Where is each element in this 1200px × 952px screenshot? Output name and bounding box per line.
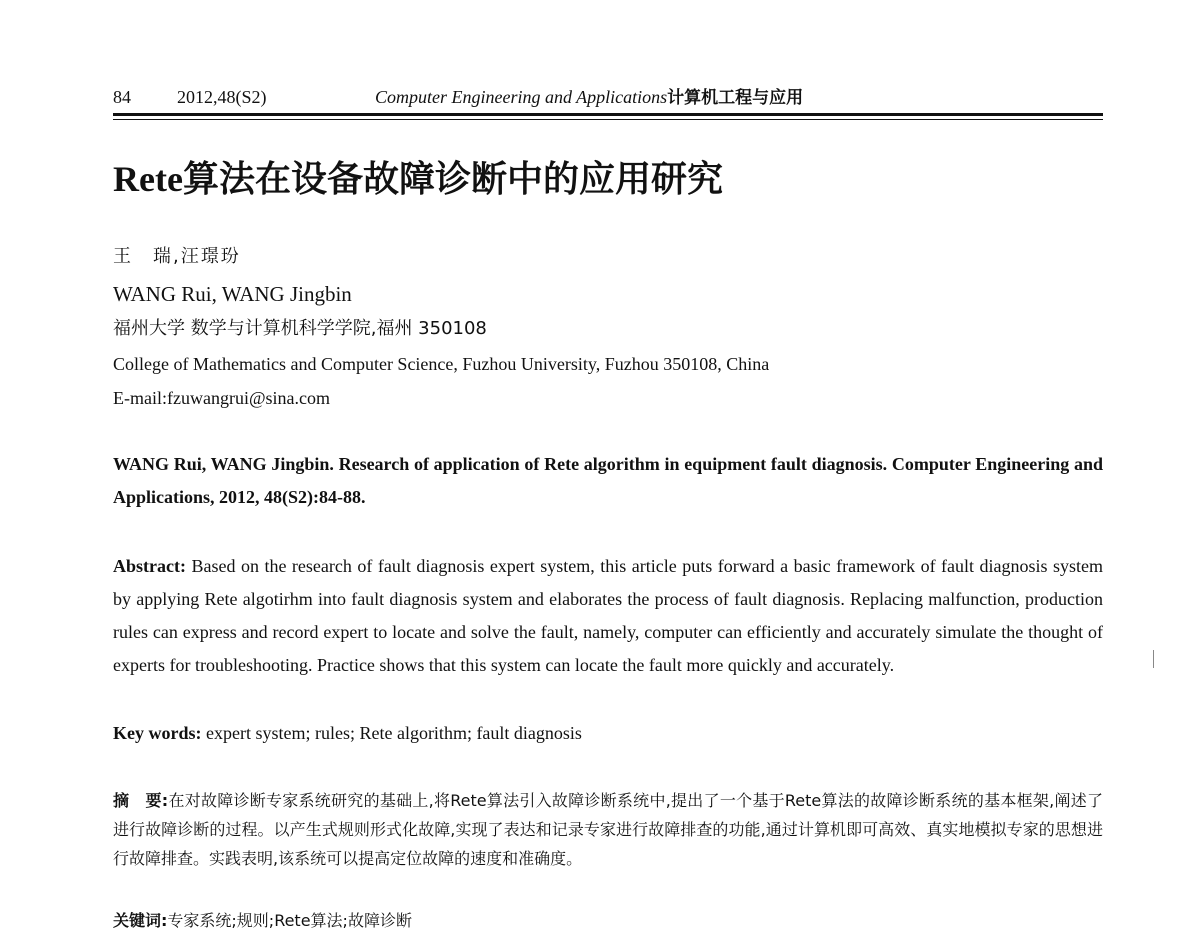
- abstract-en-text: Based on the research of fault diagnosis expert system, this article puts forward a basic framework of fault diagnosis system by applying Rete algotirhm into fault diagnosis system and elaborates the process of fault diagnosis. Replacing malfunction, production rules can express and record expert to locate and solve the fault, namely, computer can efficiently and accurately simulate the thought of experts for troubleshooting. Practice shows that this system can locate the fault more quickly and accurately.: [113, 556, 1104, 675]
- keywords-en-text: expert system; rules; Rete algorithm; fault diagnosis: [206, 723, 582, 743]
- abstract-en: [113, 550, 1103, 682]
- affiliation-cn: 福州大学 数学与计算机科学学院,福州 350108: [113, 318, 487, 339]
- author-email: E-mail:fzuwangrui@sina.com: [113, 388, 331, 408]
- volume-issue: 2012,48(S2): [177, 87, 267, 107]
- authors-en: WANG Rui, WANG Jingbin: [113, 282, 352, 306]
- keywords-cn-text: 专家系统;规则;Rete算法;故障诊断: [167, 911, 412, 930]
- abstract-cn: [113, 786, 1103, 873]
- header-rule-thick: [113, 113, 1103, 116]
- journal-name-cn: 计算机工程与应用: [667, 88, 804, 108]
- paper-page: [113, 0, 1103, 952]
- paper-title: Rete算法在设备故障诊断中的应用研究: [113, 159, 723, 199]
- keywords-cn-label: 关键词:: [113, 911, 168, 930]
- citation: WANG Rui, WANG Jingbin. Research of application of Rete algorithm in equipment fault diagnosis. Computer Engineering and Applications, 2012, 48(S2):84-88.: [113, 454, 1103, 507]
- page-number: 84: [113, 87, 131, 107]
- scan-artifact: [1153, 650, 1154, 668]
- keywords-en-label: Key words:: [113, 723, 202, 743]
- affiliation-en: College of Mathematics and Computer Science, Fuzhou University, Fuzhou 350108, China: [113, 354, 770, 374]
- journal-name-en: Computer Engineering and Applications: [375, 87, 668, 107]
- keywords-en: [113, 718, 582, 748]
- keywords-cn: [113, 906, 412, 935]
- header-rule-thin: [113, 119, 1103, 120]
- abstract-cn-label: 摘 要:: [113, 791, 169, 810]
- journal-name: [375, 84, 803, 111]
- running-head: [113, 84, 1103, 110]
- abstract-cn-text: 在对故障诊断专家系统研究的基础上,将Rete算法引入故障诊断系统中,提出了一个基于Rete算法的故障诊断系统的基本框架,阐述了进行故障诊断的过程。以产生式规则形式化故障,实现了表达和记录专家进行故障排查的功能,通过计算机即可高效、真实地模拟专家的思想进行故障排查。实践表明,该系统可以提高定位故障的速度和准确度。: [113, 791, 1103, 868]
- abstract-en-label: Abstract:: [113, 556, 186, 576]
- authors-cn: 王 瑞,汪璟玢: [113, 246, 241, 267]
